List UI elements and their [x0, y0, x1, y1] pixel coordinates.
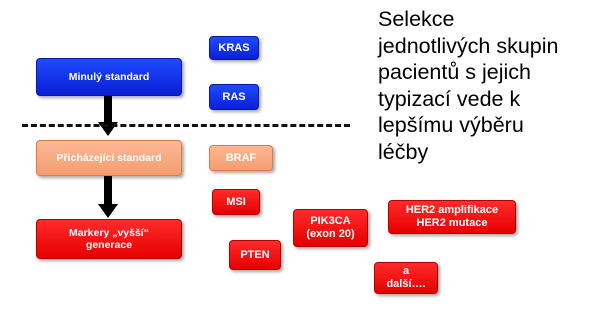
stage-coming-label: Přicházející standard: [56, 151, 162, 164]
marker-pik3ca-label: PIK3CA (exon 20): [306, 215, 355, 240]
marker-kras-label: KRAS: [218, 41, 250, 54]
marker-pik3ca: [293, 209, 368, 247]
marker-ras-label: RAS: [222, 90, 246, 103]
marker-others-label: a další….: [386, 265, 426, 290]
description-text: Selekce jednotlivých skupin pacientů s jejich typizací vede k lepšímu výběru léčby: [378, 7, 559, 164]
stage-past-label: Minulý standard: [68, 70, 150, 83]
marker-kras: [209, 36, 259, 60]
down-arrow-icon: [96, 176, 120, 220]
down-arrow-icon: [96, 96, 120, 138]
dashed-divider: [22, 124, 350, 127]
marker-braf: [209, 145, 273, 171]
marker-ras: [209, 84, 259, 110]
stage-past-standard: [36, 58, 182, 96]
marker-pten-label: PTEN: [240, 248, 270, 261]
marker-msi: [212, 189, 260, 215]
stage-coming-standard: [36, 140, 182, 176]
marker-pten: [229, 240, 281, 270]
marker-her2: [388, 200, 516, 234]
marker-msi-label: MSI: [226, 195, 246, 208]
stage-next-label: Markery „vyšší“ generace: [69, 226, 149, 251]
marker-others: [374, 262, 438, 294]
marker-her2-label: HER2 amplifikace HER2 mutace: [405, 204, 499, 229]
stage-next-generation: [36, 219, 182, 259]
marker-braf-label: BRAF: [225, 151, 257, 164]
